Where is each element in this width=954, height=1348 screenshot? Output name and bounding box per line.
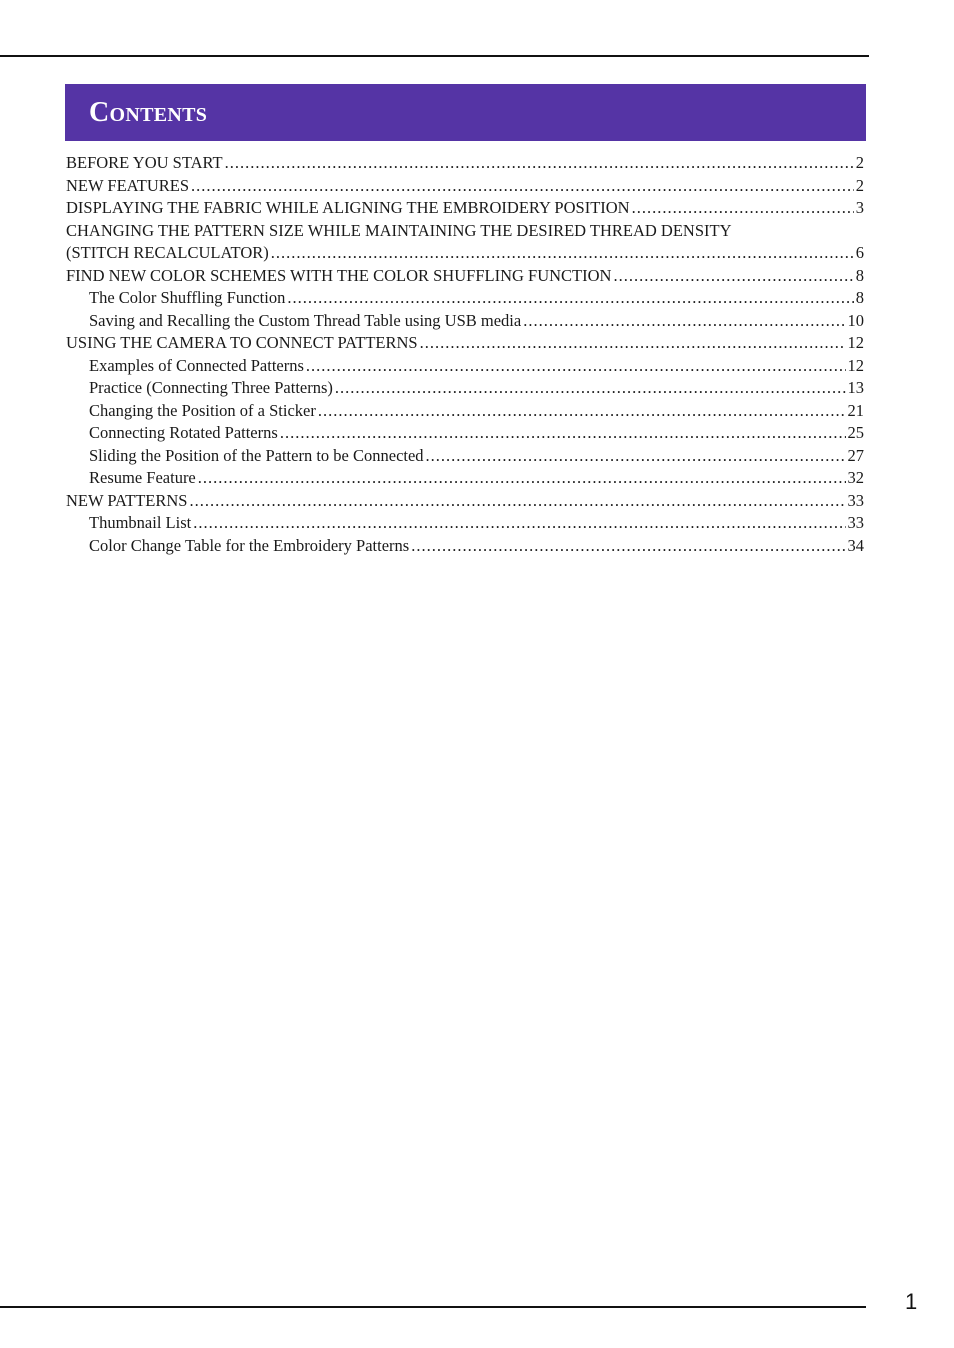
- toc-entry-changing-pattern-size[interactable]: [66, 220, 864, 243]
- top-rule: [0, 55, 869, 57]
- toc-subentry-color-change-table[interactable]: [66, 535, 864, 558]
- toc-entry-label: Resume Feature: [89, 468, 196, 487]
- page-number: 1: [905, 1289, 918, 1314]
- dot-leader: [523, 310, 845, 333]
- contents-banner: [65, 84, 866, 141]
- dot-leader: [306, 355, 846, 378]
- dot-leader: [426, 445, 846, 468]
- toc-subentry-resume-feature[interactable]: [66, 467, 864, 490]
- dot-leader: [335, 377, 846, 400]
- toc-entry-label: BEFORE YOU START: [66, 153, 223, 172]
- toc-subentry-sliding-position[interactable]: [66, 445, 864, 468]
- toc-entry-label: CHANGING THE PATTERN SIZE WHILE MAINTAINING THE DESIRED THREAD DENSITY: [66, 220, 732, 240]
- toc-entry-page: 2: [855, 153, 864, 172]
- toc-entry-new-features[interactable]: [66, 175, 864, 198]
- toc-entry-page: 3: [855, 198, 864, 217]
- toc-entry-page: 2: [855, 175, 864, 195]
- toc-entry-changing-pattern-size-cont[interactable]: [66, 242, 864, 265]
- dot-leader: [191, 175, 854, 198]
- toc-entry-page: 8: [855, 265, 864, 285]
- toc-subentry-custom-thread-table[interactable]: [66, 310, 864, 333]
- toc-subentry-examples[interactable]: [66, 355, 864, 378]
- dot-leader: [271, 242, 854, 265]
- toc-entry-label: Connecting Rotated Patterns: [89, 423, 278, 442]
- dot-leader: [189, 490, 845, 513]
- toc-entry-label: Practice (Connecting Three Patterns): [89, 378, 333, 397]
- dot-leader: [193, 512, 845, 535]
- toc-entry-displaying-fabric[interactable]: [66, 197, 864, 220]
- toc-entry-page: 21: [847, 400, 864, 420]
- toc-entry-label: Saving and Recalling the Custom Thread Table using USB media: [89, 310, 522, 330]
- toc-entry-page: 32: [847, 468, 864, 487]
- dot-leader: [420, 332, 846, 355]
- dot-leader: [318, 400, 846, 423]
- table-of-contents: [66, 152, 864, 557]
- toc-entry-label: DISPLAYING THE FABRIC WHILE ALIGNING THE EMBROIDERY POSITION: [66, 198, 630, 217]
- toc-entry-page: 25: [847, 423, 864, 442]
- toc-entry-label: USING THE CAMERA TO CONNECT PATTERNS: [66, 333, 418, 352]
- toc-entry-label: Thumbnail List: [89, 513, 192, 532]
- toc-entry-label: Changing the Position of a Sticker: [89, 400, 316, 420]
- toc-entry-page: 34: [847, 535, 864, 555]
- toc-entry-label: FIND NEW COLOR SCHEMES WITH THE COLOR SHUFFLING FUNCTION: [66, 265, 612, 285]
- toc-entry-page: 13: [847, 378, 864, 397]
- toc-subentry-rotated-patterns[interactable]: [66, 422, 864, 445]
- toc-entry-page: 33: [847, 513, 864, 532]
- toc-entry-label: NEW FEATURES: [66, 175, 189, 195]
- toc-entry-page: 12: [847, 333, 864, 352]
- toc-entry-label: NEW PATTERNS: [66, 490, 188, 510]
- dot-leader: [632, 197, 854, 220]
- dot-leader: [287, 287, 853, 310]
- toc-entry-label: Examples of Connected Patterns: [89, 355, 304, 375]
- dot-leader: [280, 422, 846, 445]
- toc-subentry-sticker-position[interactable]: [66, 400, 864, 423]
- toc-entry-label: Color Change Table for the Embroidery Patterns: [89, 535, 410, 555]
- toc-subentry-color-shuffling-function[interactable]: [66, 287, 864, 310]
- dot-leader: [225, 152, 854, 175]
- toc-entry-label: Sliding the Position of the Pattern to be Connected: [89, 445, 424, 465]
- toc-entry-page: 12: [847, 355, 864, 375]
- toc-entry-label-continued: (STITCH RECALCULATOR): [66, 243, 269, 262]
- toc-entry-page: 6: [855, 243, 864, 262]
- toc-entry-page: 10: [847, 310, 864, 330]
- toc-entry-before-you-start[interactable]: [66, 152, 864, 175]
- toc-subentry-thumbnail-list[interactable]: [66, 512, 864, 535]
- dot-leader: [613, 265, 853, 288]
- toc-entry-color-schemes[interactable]: [66, 265, 864, 288]
- toc-entry-camera-connect[interactable]: [66, 332, 864, 355]
- toc-entry-new-patterns[interactable]: [66, 490, 864, 513]
- toc-entry-page: 8: [855, 288, 864, 307]
- dot-leader: [411, 535, 845, 558]
- toc-entry-page: 33: [847, 490, 864, 510]
- toc-subentry-practice[interactable]: [66, 377, 864, 400]
- bottom-rule: [0, 1306, 866, 1308]
- toc-entry-page: 27: [847, 445, 864, 465]
- page-title: Contents: [89, 96, 208, 128]
- dot-leader: [198, 467, 846, 490]
- toc-entry-label: The Color Shuffling Function: [89, 288, 286, 307]
